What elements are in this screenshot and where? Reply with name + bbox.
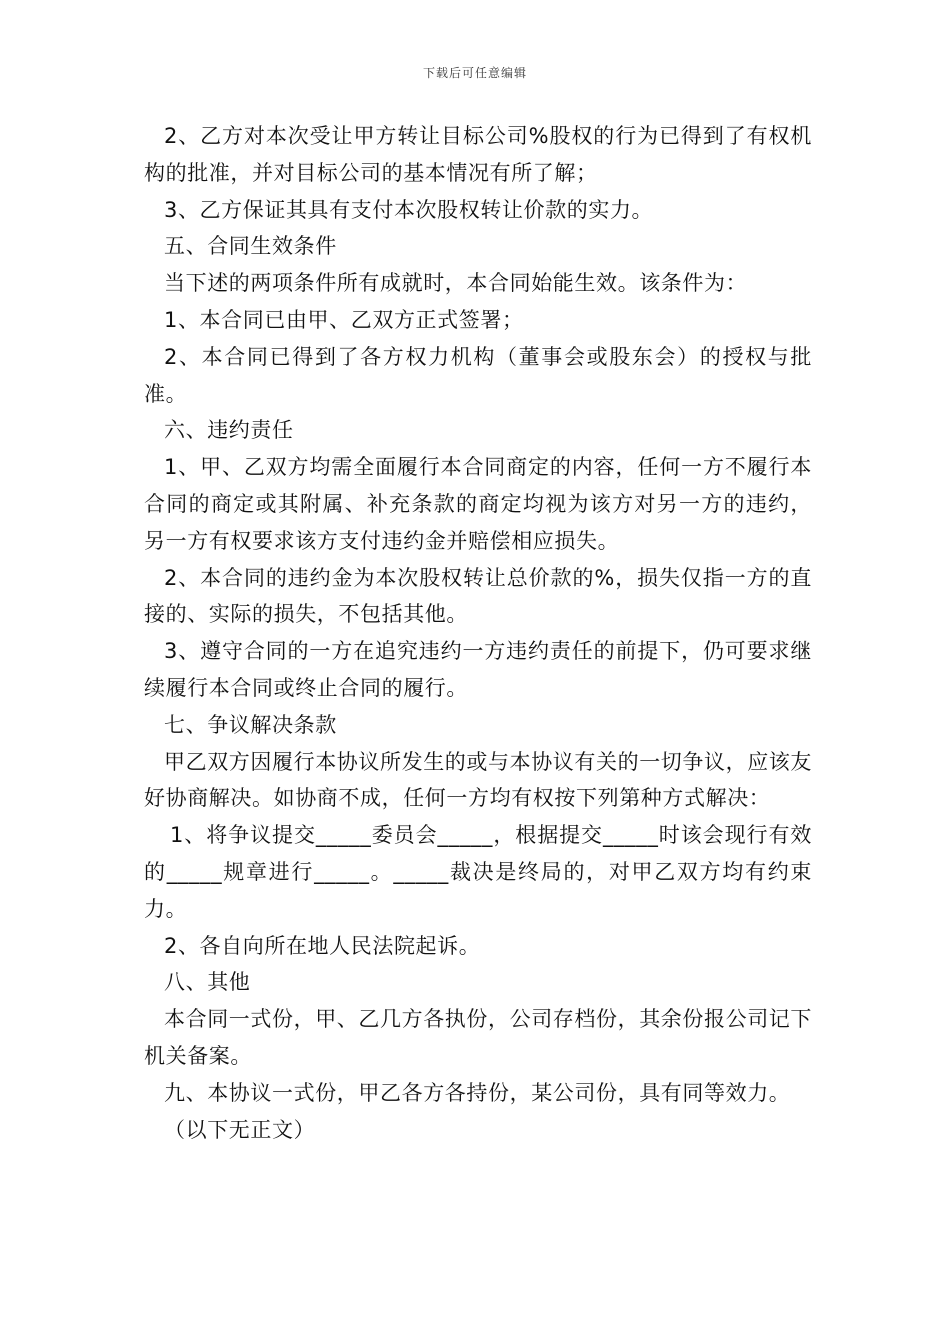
clause-7-1: 1、将争议提交_____委员会_____，根据提交_____时该会现行有效的_____规章进行_____。_____裁决是终局的，对甲乙双方均有约束力。 <box>144 823 812 921</box>
document-body <box>144 118 812 1148</box>
section-heading-6: 六、违约责任 <box>164 418 294 443</box>
section-8-body: 本合同一式份，甲、乙几方各执份，公司存档份，其余份报公司记下机关备案。 <box>144 1007 812 1068</box>
clause-5-2: 2、本合同已得到了各方权力机构（董事会或股东会）的授权与批准。 <box>144 344 812 406</box>
section-7-intro: 甲乙双方因履行本协议所发生的或与本协议有关的一切争议，应该友好协商解决。如协商不成，任何一方均有权按下列第种方式解决： <box>144 749 812 811</box>
clause-7-2: 2、各自向所在地人民法院起诉。 <box>164 933 481 958</box>
section-heading-7: 七、争议解决条款 <box>164 712 337 737</box>
end-of-text-note: （以下无正文） <box>164 1117 316 1142</box>
clause-6-2: 2、本合同的违约金为本次股权转让总价款的%，损失仅指一方的直接的、实际的损失，不包括其他。 <box>144 565 812 627</box>
clause-6-3: 3、遵守合同的一方在追究违约一方违约责任的前提下，仍可要求继续履行本合同或终止合同的履行。 <box>144 639 812 700</box>
section-heading-5: 五、合同生效条件 <box>164 234 337 259</box>
page-header-note: 下载后可任意编辑 <box>422 66 527 80</box>
clause-b-3: 3、乙方保证其具有支付本次股权转让价款的实力。 <box>164 197 654 222</box>
clause-b-2: 2、乙方对本次受让甲方转让目标公司%股权的行为已得到了有权机构的批准，并对目标公司的基本情况有所了解； <box>144 124 812 185</box>
clause-5-1: 1、本合同已由甲、乙双方正式签署； <box>164 307 524 332</box>
clause-6-1: 1、甲、乙双方均需全面履行本合同商定的内容，任何一方不履行本合同的商定或其附属、补充条款的商定均视为该方对另一方的违约，另一方有权要求该方支付违约金并赔偿相应损失。 <box>144 455 812 553</box>
section-5-intro: 当下述的两项条件所有成就时，本合同始能生效。该条件为： <box>164 271 748 296</box>
section-9-body: 九、本协议一式份，甲乙各方各持份，某公司份，具有同等效力。 <box>164 1080 791 1105</box>
section-heading-8: 八、其他 <box>164 970 251 995</box>
